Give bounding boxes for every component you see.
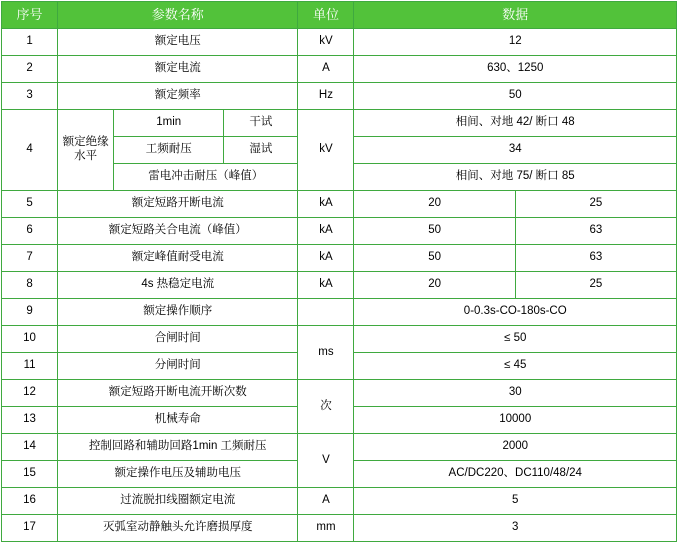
row-no: 12 bbox=[2, 380, 58, 407]
row-unit: 次 bbox=[298, 380, 354, 434]
table-row bbox=[2, 56, 677, 83]
row-name: 额定电流 bbox=[58, 56, 298, 83]
table-row bbox=[2, 29, 677, 56]
row-name: 机械寿命 bbox=[58, 407, 298, 434]
row-data-left: 20 bbox=[354, 272, 515, 299]
insulation-sub-1min: 1min bbox=[114, 110, 224, 137]
insulation-no: 4 bbox=[2, 110, 58, 191]
row-unit: kV bbox=[298, 29, 354, 56]
row-data-left: 20 bbox=[354, 191, 515, 218]
row-data: 630、1250 bbox=[354, 56, 677, 83]
row-no: 17 bbox=[2, 515, 58, 542]
row-name: 额定短路关合电流（峰值） bbox=[58, 218, 298, 245]
row-data: 50 bbox=[354, 83, 677, 110]
row-data-right: 63 bbox=[515, 218, 676, 245]
row-no: 10 bbox=[2, 326, 58, 353]
row-data: ≤ 45 bbox=[354, 353, 677, 380]
row-no: 5 bbox=[2, 191, 58, 218]
row-no: 16 bbox=[2, 488, 58, 515]
spec-table-container bbox=[0, 1, 678, 534]
row-unit: kA bbox=[298, 191, 354, 218]
row-no: 8 bbox=[2, 272, 58, 299]
row-data: 0-0.3s-CO-180s-CO bbox=[354, 299, 677, 326]
row-data: 10000 bbox=[354, 407, 677, 434]
row-name: 灭弧室动静触头允许磨损厚度 bbox=[58, 515, 298, 542]
row-data: AC/DC220、DC110/48/24 bbox=[354, 461, 677, 488]
row-no: 3 bbox=[2, 83, 58, 110]
row-no: 1 bbox=[2, 29, 58, 56]
row-data-left: 50 bbox=[354, 218, 515, 245]
insulation-sub-wet-test: 湿试 bbox=[224, 137, 298, 164]
table-row bbox=[2, 515, 677, 542]
insulation-data-2: 34 bbox=[354, 137, 677, 164]
table-row bbox=[2, 488, 677, 515]
table-row bbox=[2, 434, 677, 461]
row-data-right: 63 bbox=[515, 245, 676, 272]
table-row bbox=[2, 218, 677, 245]
table-row bbox=[2, 380, 677, 407]
row-name: 额定操作顺序 bbox=[58, 299, 298, 326]
row-no: 11 bbox=[2, 353, 58, 380]
row-name: 合闸时间 bbox=[58, 326, 298, 353]
row-unit: Hz bbox=[298, 83, 354, 110]
row-unit: V bbox=[298, 434, 354, 488]
row-no: 15 bbox=[2, 461, 58, 488]
row-data: 5 bbox=[354, 488, 677, 515]
insulation-label: 额定绝缘水平 bbox=[58, 110, 114, 191]
row-data: 30 bbox=[354, 380, 677, 407]
row-unit: kA bbox=[298, 218, 354, 245]
insulation-sub-dry-test: 干试 bbox=[224, 110, 298, 137]
table-row bbox=[2, 191, 677, 218]
row-unit: ms bbox=[298, 326, 354, 380]
row-data-right: 25 bbox=[515, 272, 676, 299]
row-no: 2 bbox=[2, 56, 58, 83]
insulation-sub-power-frequency: 工频耐压 bbox=[114, 137, 224, 164]
row-name: 4s 热稳定电流 bbox=[58, 272, 298, 299]
table-row bbox=[2, 245, 677, 272]
row-unit: A bbox=[298, 56, 354, 83]
row-no: 7 bbox=[2, 245, 58, 272]
insulation-row-1 bbox=[2, 110, 677, 137]
row-no: 6 bbox=[2, 218, 58, 245]
row-no: 13 bbox=[2, 407, 58, 434]
table-row bbox=[2, 272, 677, 299]
insulation-data-1: 相间、对地 42/ 断口 48 bbox=[354, 110, 677, 137]
row-data: ≤ 50 bbox=[354, 326, 677, 353]
row-name: 额定峰值耐受电流 bbox=[58, 245, 298, 272]
row-data: 12 bbox=[354, 29, 677, 56]
header-unit: 单位 bbox=[298, 2, 354, 29]
row-unit bbox=[298, 299, 354, 326]
row-name: 过流脱扣线圈额定电流 bbox=[58, 488, 298, 515]
insulation-sub-lightning-impulse: 雷电冲击耐压（峰值） bbox=[114, 164, 298, 191]
row-name: 额定电压 bbox=[58, 29, 298, 56]
insulation-data-3: 相间、对地 75/ 断口 85 bbox=[354, 164, 677, 191]
row-name: 额定操作电压及辅助电压 bbox=[58, 461, 298, 488]
table-row bbox=[2, 83, 677, 110]
row-name: 分闸时间 bbox=[58, 353, 298, 380]
row-name: 额定频率 bbox=[58, 83, 298, 110]
row-data-left: 50 bbox=[354, 245, 515, 272]
row-unit: mm bbox=[298, 515, 354, 542]
row-data: 2000 bbox=[354, 434, 677, 461]
header-no: 序号 bbox=[2, 2, 58, 29]
table-header-row bbox=[2, 2, 677, 29]
table-row bbox=[2, 326, 677, 353]
row-data-right: 25 bbox=[515, 191, 676, 218]
insulation-unit: kV bbox=[298, 110, 354, 191]
table-row bbox=[2, 299, 677, 326]
row-name: 额定短路开断电流 bbox=[58, 191, 298, 218]
header-name: 参数名称 bbox=[58, 2, 298, 29]
row-no: 9 bbox=[2, 299, 58, 326]
row-no: 14 bbox=[2, 434, 58, 461]
header-data: 数据 bbox=[354, 2, 677, 29]
row-unit: A bbox=[298, 488, 354, 515]
row-name: 控制回路和辅助回路1min 工频耐压 bbox=[58, 434, 298, 461]
row-unit: kA bbox=[298, 272, 354, 299]
specification-table bbox=[1, 1, 677, 542]
row-data: 3 bbox=[354, 515, 677, 542]
row-name: 额定短路开断电流开断次数 bbox=[58, 380, 298, 407]
row-unit: kA bbox=[298, 245, 354, 272]
